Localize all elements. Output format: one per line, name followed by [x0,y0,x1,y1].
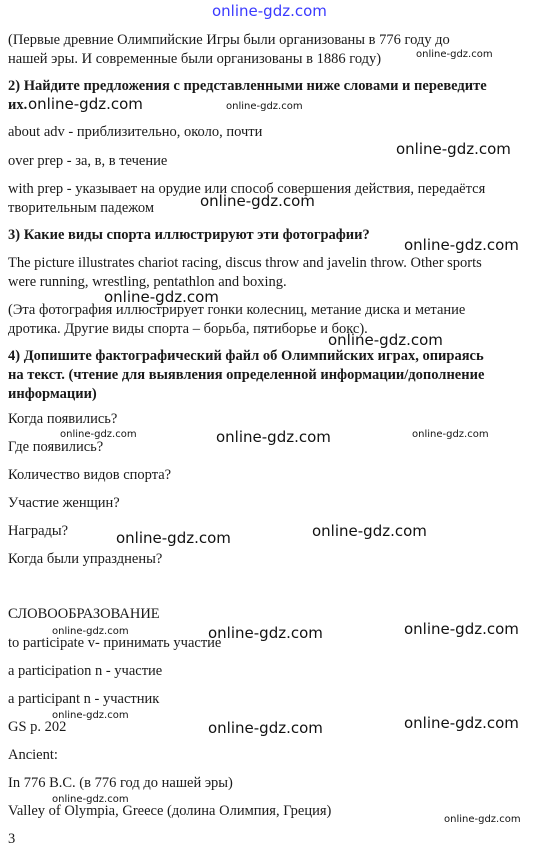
text-line: нашей эры. И современные были организованы в 1886 году) [8,51,382,67]
watermark: online-gdz.com [444,814,521,825]
watermark: online-gdz.com [28,95,143,113]
text-line: (Первые древние Олимпийские Игры были организованы в 776 году до [8,32,450,48]
watermark: online-gdz.com [116,529,231,547]
text-line: Valley of Olympia, Greece (долина Олимпия, Греция) [8,803,332,819]
watermark: online-gdz.com [104,288,219,306]
section-heading: информации) [8,386,97,402]
text-line: Ancient: [8,747,58,763]
text-line: were running, wrestling, pentathlon and boxing. [8,274,287,290]
watermark: online-gdz.com [216,428,331,446]
text-line: a participation n - участие [8,663,163,679]
text-line: Награды? [8,523,69,539]
text-line: over prep - за, в, в течение [8,153,168,169]
text-line: СЛОВООБРАЗОВАНИЕ [8,606,160,622]
section-heading: их. [8,97,28,113]
watermark: online-gdz.com [60,429,137,440]
text-line: (Эта фотография иллюстрирует гонки колесниц, метание диска и метание [8,302,466,318]
watermark: online-gdz.com [208,624,323,642]
watermark: online-gdz.com [52,794,129,805]
page-number: 3 [8,831,16,847]
text-line: Количество видов спорта? [8,467,172,483]
watermark: online-gdz.com [412,429,489,440]
text-line: about adv - приблизительно, около, почти [8,124,263,140]
watermark: online-gdz.com [404,714,519,732]
watermark: online-gdz.com [328,331,443,349]
section-heading: на текст. (чтение для выявления определенной информации/дополнение [8,367,485,383]
section-heading: 4) Допишите фактографический файл об Олимпийских играх, опираясь [8,348,484,364]
text-line: a participant n - участник [8,691,160,707]
watermark: online-gdz.com [226,101,303,112]
text-line: Когда были упразднены? [8,551,163,567]
watermark: online-gdz.com [312,522,427,540]
text-line: творительным падежом [8,200,155,216]
text-line: with prep - указывает на орудие или способ совершения действия, передаётся [8,181,486,197]
text-line: The picture illustrates chariot racing, discus throw and javelin throw. Other sports [8,255,482,271]
watermark: online-gdz.com [52,626,129,637]
watermark: online-gdz.com [416,49,493,60]
watermark: online-gdz.com [200,192,315,210]
text-line: In 776 B.C. (в 776 год до нашей эры) [8,775,233,791]
watermark: online-gdz.com [404,236,519,254]
text-line: GS p. 202 [8,719,67,735]
text-line: to participate v- принимать участие [8,635,222,651]
section-heading: 3) Какие виды спорта иллюстрируют эти фотографии? [8,227,370,243]
text-line: Где появились? [8,439,104,455]
text-line: Участие женщин? [8,495,120,511]
text-line: Когда появились? [8,411,118,427]
watermark-top: online-gdz.com [212,2,327,20]
text-line: дротика. Другие виды спорта – борьба, пятиборье и бокс). [8,321,368,337]
watermark: online-gdz.com [52,710,129,721]
watermark: online-gdz.com [208,719,323,737]
watermark: online-gdz.com [404,620,519,638]
watermark: online-gdz.com [396,140,511,158]
section-heading: 2) Найдите предложения с представленными ниже словами и переведите [8,78,487,94]
